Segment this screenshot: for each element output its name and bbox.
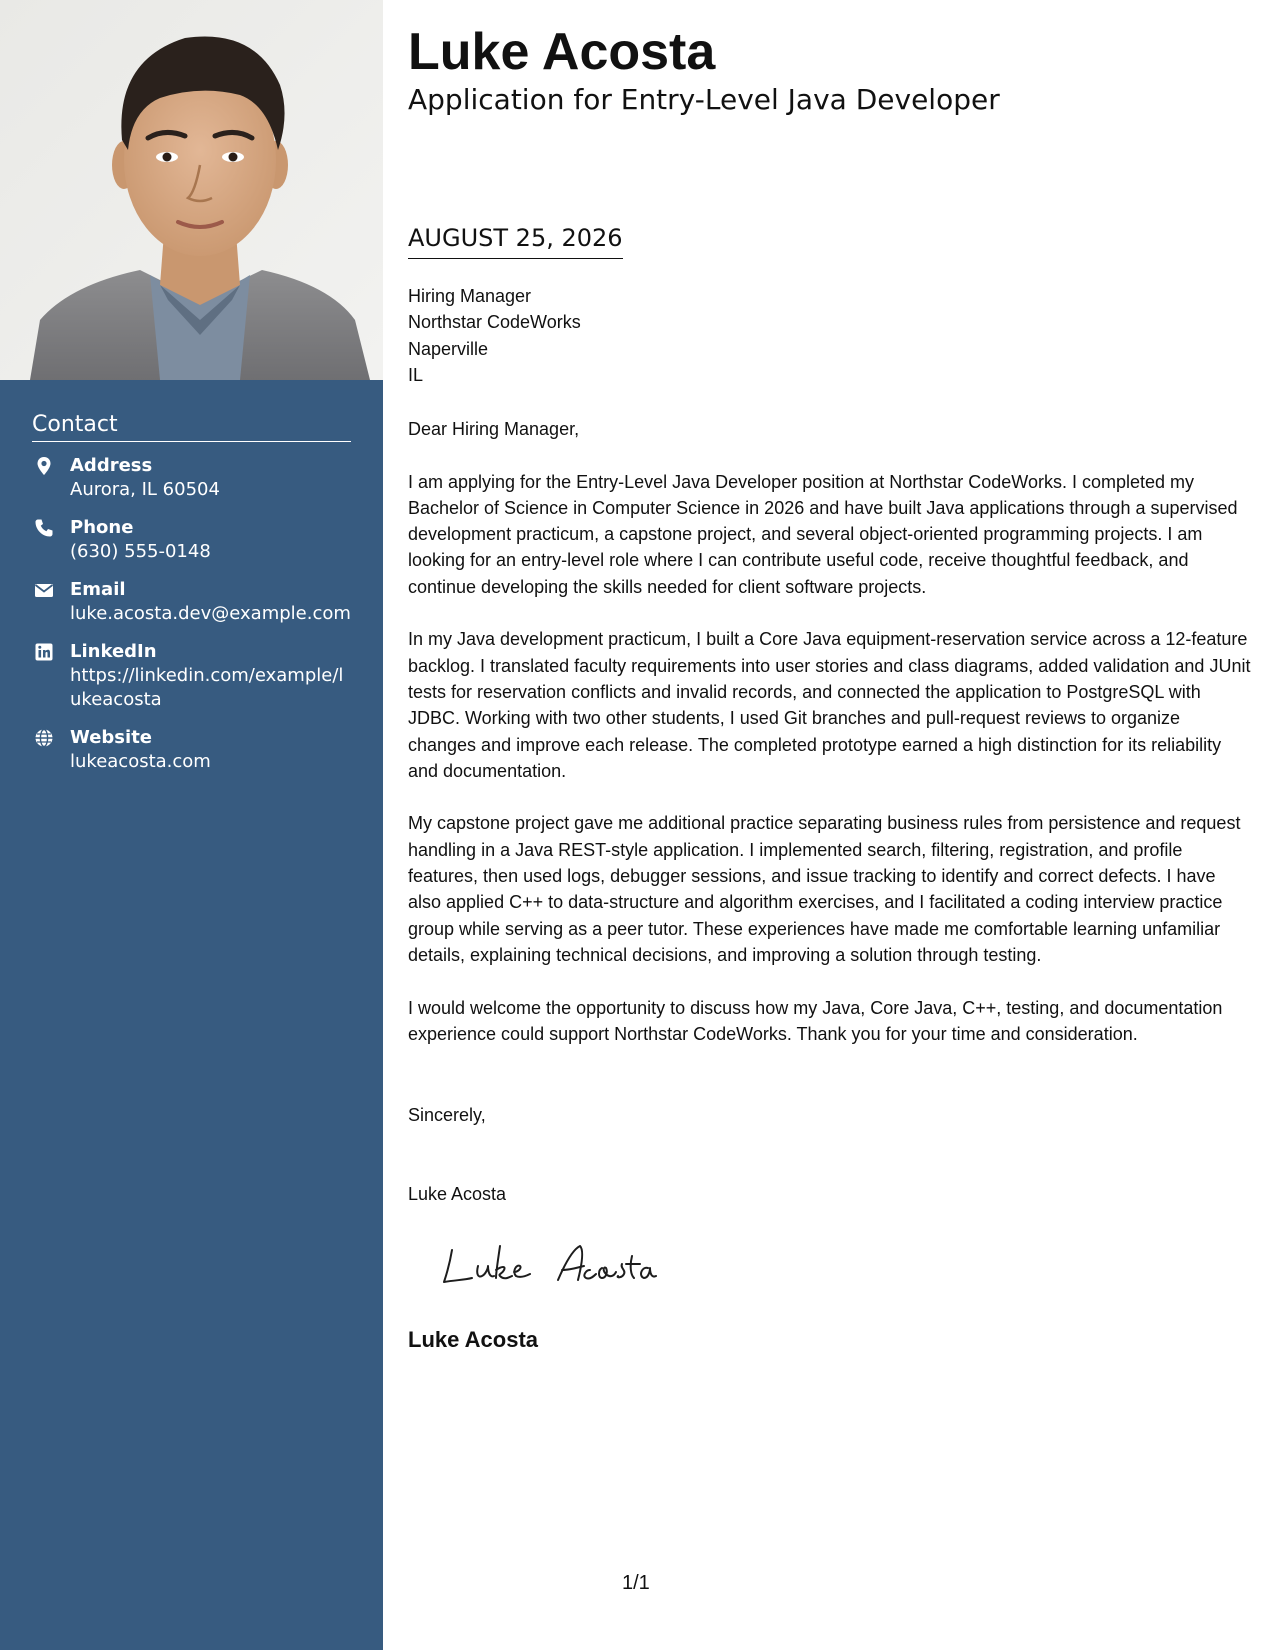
contact-section	[32, 412, 351, 788]
sidebar	[0, 0, 383, 1650]
page-indicator: 1/1	[622, 1572, 650, 1594]
recipient-line: Northstar CodeWorks	[408, 312, 581, 333]
letter-date: AUGUST 25, 2026	[408, 222, 623, 259]
body-paragraph: In my Java development practicum, I built a Core Java equipment-reservation service across a 12-feature backlog. I translated faculty requirements into user stories and class diagrams, added validation and JUnit tests for reservation conflicts and invalid records, and connected the application to PostgreSQL with JDBC. Working with two other students, I used Git branches and pull-request reviews to organize changes and improve each release. The completed prototype earned a high distinction for its reliability and documentation.	[408, 629, 1251, 781]
envelope-icon	[34, 580, 54, 600]
contact-address	[32, 454, 351, 502]
website-label: Website	[70, 727, 153, 748]
body-paragraph: My capstone project gave me additional practice separating business rules from persistence and request handling in a Java REST-style application. I implemented search, filtering, registration, and profile features, then used logs, debugger sessions, and issue tracking to identify and correct defects. I have also applied C++ to data-structure and algorithm exercises, and I facilitated a coding interview practice group while serving as a peer tutor. These experiences have made me comfortable learning unfamiliar details, explaining technical decisions, and improving a solution through testing.	[408, 813, 1241, 965]
profile-photo	[0, 0, 383, 380]
signature-name: Luke Acosta	[408, 1184, 507, 1204]
body-paragraph: I would welcome the opportunity to discuss how my Java, Core Java, C++, testing, and documentation experience could support Northstar CodeWorks. Thank you for your time and consideration.	[408, 997, 1223, 1044]
map-pin-icon	[34, 456, 54, 476]
globe-icon	[34, 728, 54, 748]
website-value[interactable]: lukeacosta.com	[70, 751, 211, 772]
handwritten-signature	[438, 1236, 658, 1296]
letter-body	[408, 416, 1251, 1073]
contact-linkedin	[32, 640, 351, 712]
address-label: Address	[70, 455, 153, 476]
contact-heading: Contact	[32, 412, 351, 442]
final-name: Luke Acosta	[408, 1327, 539, 1352]
greeting: Dear Hiring Manager,	[408, 419, 580, 439]
linkedin-value[interactable]: https://linkedin.com/example/lukeacosta	[70, 665, 344, 710]
address-value: Aurora, IL 60504	[70, 479, 220, 500]
body-paragraph: I am applying for the Entry-Level Java Developer position at Northstar CodeWorks. I completed my Bachelor of Science in Computer Science in 2026 and have built Java applications through a supervised development practicum, a capstone project, and several object-oriented programming projects. I am looking for an entry-level role where I can contribute useful code, receive thoughtful feedback, and continue developing the skills needed for client software projects.	[408, 471, 1238, 597]
phone-label: Phone	[70, 517, 134, 538]
linkedin-label: LinkedIn	[70, 641, 157, 662]
closing: Sincerely,	[408, 1105, 486, 1125]
recipient-line: Hiring Manager	[408, 286, 532, 306]
email-value[interactable]: luke.acosta.dev@example.com	[70, 603, 351, 624]
recipient-line: IL	[408, 364, 424, 385]
phone-value[interactable]: (630) 555-0148	[70, 541, 211, 562]
linkedin-icon	[34, 642, 54, 662]
application-title: Application for Entry-Level Java Developer	[408, 83, 1000, 116]
contact-website	[32, 726, 351, 774]
recipient-line: Naperville	[408, 338, 489, 359]
email-label: Email	[70, 579, 126, 600]
phone-icon	[34, 518, 54, 538]
contact-phone	[32, 516, 351, 564]
recipient-block	[408, 283, 581, 388]
applicant-name: Luke Acosta	[408, 23, 716, 81]
contact-email	[32, 578, 351, 626]
